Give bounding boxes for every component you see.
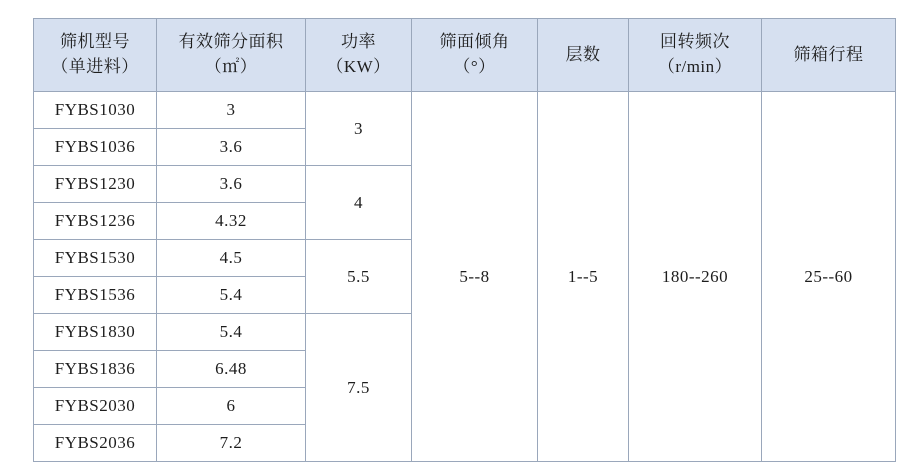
cell-power-group: 5.5 [306,240,412,314]
cell-area: 3 [157,92,306,129]
cell-area: 6.48 [157,351,306,388]
cell-model: FYBS2030 [34,388,157,425]
cell-model: FYBS2036 [34,425,157,462]
cell-area: 4.32 [157,203,306,240]
table-row [34,92,896,129]
header-area: 有效筛分面积 （㎡） [157,19,306,92]
header-stroke: 筛箱行程 [762,19,896,92]
header-layers: 层数 [538,19,629,92]
table-header-row [34,19,896,92]
cell-area: 5.4 [157,314,306,351]
cell-model: FYBS1530 [34,240,157,277]
cell-area: 6 [157,388,306,425]
cell-area: 7.2 [157,425,306,462]
cell-frequency: 180--260 [629,92,762,462]
header-model: 筛机型号 （单进料） [34,19,157,92]
cell-area: 3.6 [157,166,306,203]
cell-model: FYBS1830 [34,314,157,351]
cell-power-group: 4 [306,166,412,240]
cell-model: FYBS1036 [34,129,157,166]
header-incline: 筛面倾角 （°） [412,19,538,92]
cell-model: FYBS1230 [34,166,157,203]
cell-power-group: 3 [306,92,412,166]
cell-area: 3.6 [157,129,306,166]
cell-model: FYBS1236 [34,203,157,240]
cell-model: FYBS1836 [34,351,157,388]
header-power: 功率 （KW） [306,19,412,92]
cell-incline: 5--8 [412,92,538,462]
cell-model: FYBS1536 [34,277,157,314]
cell-area: 5.4 [157,277,306,314]
cell-area: 4.5 [157,240,306,277]
cell-layers: 1--5 [538,92,629,462]
table-body [34,92,896,462]
table-header [34,19,896,92]
screen-specification-table [33,18,896,462]
cell-stroke: 25--60 [762,92,896,462]
cell-model: FYBS1030 [34,92,157,129]
cell-power-group: 7.5 [306,314,412,462]
header-frequency: 回转频次 （r/min） [629,19,762,92]
